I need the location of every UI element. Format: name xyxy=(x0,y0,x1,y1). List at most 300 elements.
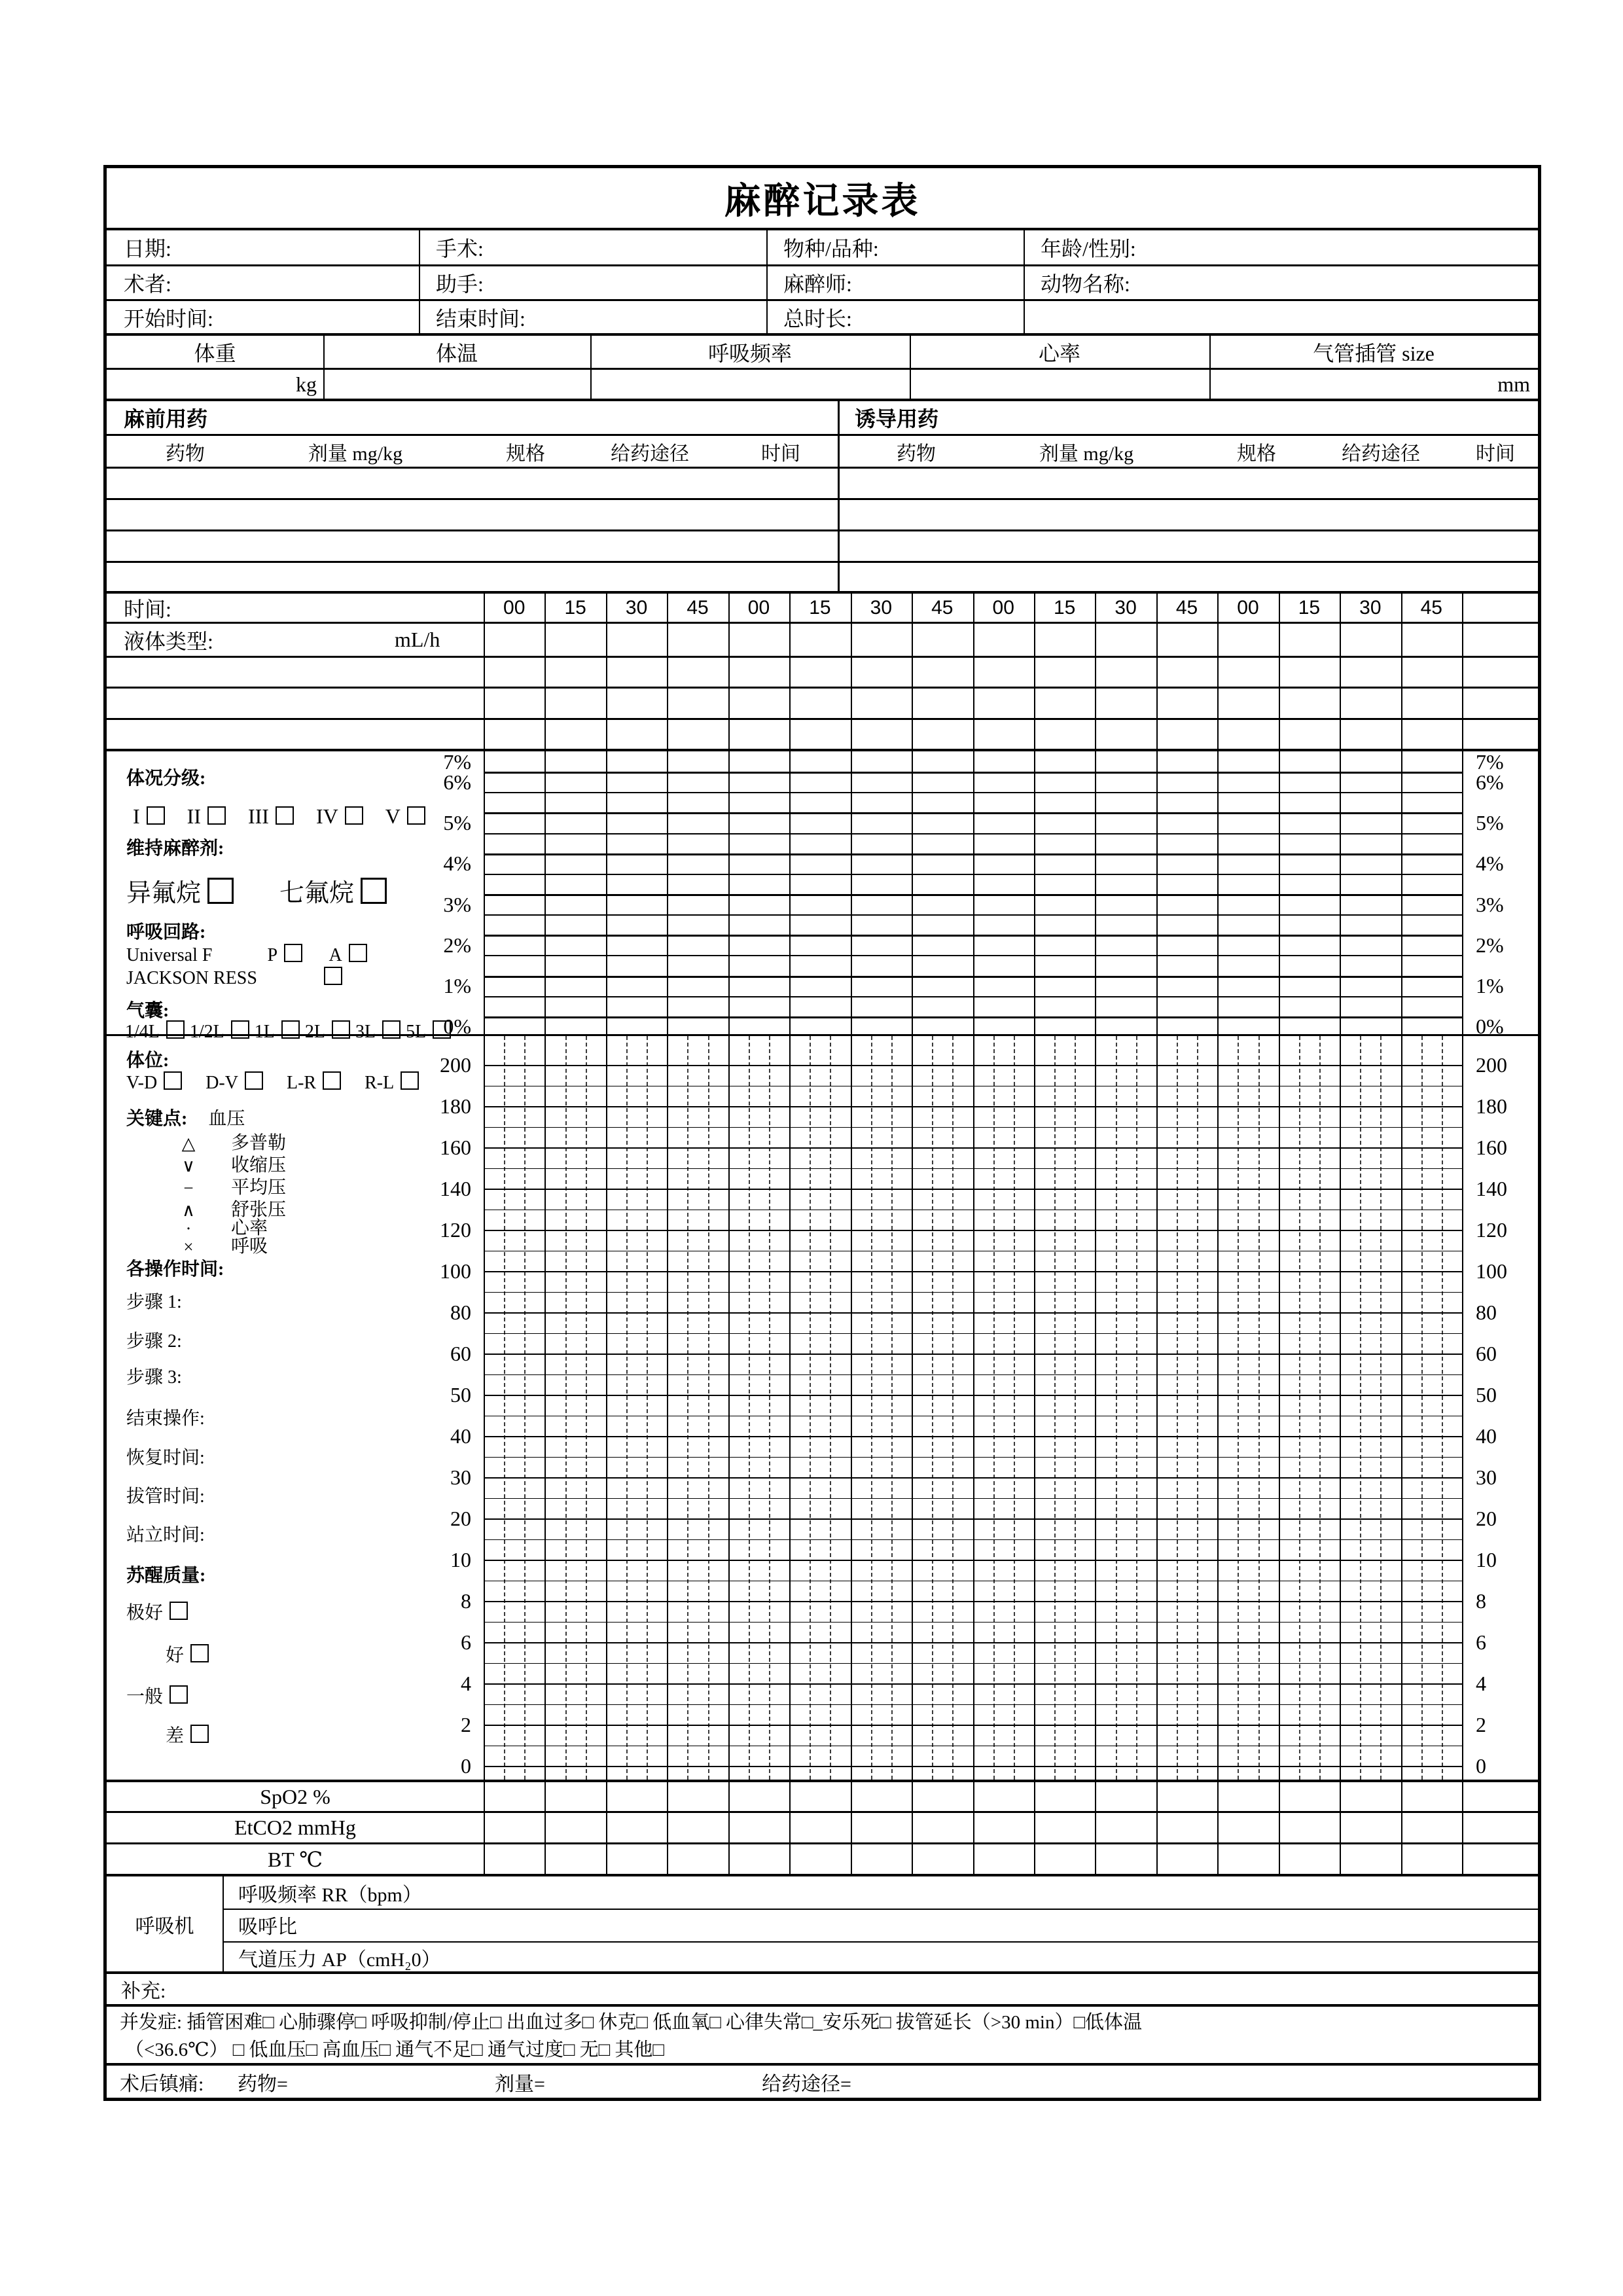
analgesia-dose-field[interactable]: 剂量= xyxy=(495,2073,545,2095)
percent-grid-row-line xyxy=(484,955,1462,956)
bag-option-label: 5L xyxy=(406,1022,427,1042)
position-option-label: D-V xyxy=(205,1073,238,1093)
column-line xyxy=(973,720,974,749)
bag-option-label: 1/4L xyxy=(125,1022,160,1042)
analgesia-row xyxy=(107,2063,1538,2098)
column-line xyxy=(1095,720,1096,749)
value-grid-row-line xyxy=(484,1333,1462,1334)
animal-name-field[interactable]: 动物名称: xyxy=(1041,272,1130,296)
position-option-row xyxy=(126,1069,419,1098)
percent-axis-label-left: 3% xyxy=(443,892,471,916)
bag-option-checkbox[interactable] xyxy=(231,1020,249,1039)
percent-grid-row-line xyxy=(484,996,1462,997)
surgery-field[interactable]: 手术: xyxy=(436,237,484,260)
premed-col-route: 给药途径 xyxy=(611,442,689,465)
bag-option-checkbox[interactable] xyxy=(166,1020,185,1039)
column-line xyxy=(1340,689,1341,718)
column-line xyxy=(728,1782,730,1811)
value-axis-label-left: 50 xyxy=(450,1383,471,1407)
op-time-field[interactable]: 恢复时间: xyxy=(126,1448,205,1468)
percent-axis-label-right: 7% xyxy=(1476,749,1504,774)
percent-axis-label-right: 4% xyxy=(1476,852,1504,876)
recovery-option-checkbox[interactable] xyxy=(190,1644,209,1662)
recovery-option-checkbox[interactable] xyxy=(169,1685,188,1704)
position-label: 体位: xyxy=(126,1050,169,1071)
op-time-field[interactable]: 步骤 2: xyxy=(126,1331,182,1352)
percent-grid-row-line xyxy=(484,976,1462,978)
column-line xyxy=(544,624,546,656)
bag-option-checkbox[interactable] xyxy=(382,1020,401,1039)
column-line xyxy=(912,720,913,749)
circuit-universal-label: Universal F xyxy=(126,945,213,965)
percent-grid-column-line xyxy=(728,751,730,1034)
value-grid-row-line xyxy=(484,1127,1462,1128)
column-line xyxy=(1462,1782,1463,1811)
value-grid-row-line xyxy=(484,1766,1462,1767)
column-line xyxy=(1340,1782,1341,1811)
value-grid-row-line xyxy=(484,1498,1462,1499)
value-axis-label-left: 60 xyxy=(450,1342,471,1365)
recovery-label: 苏醒质量: xyxy=(126,1566,206,1586)
anesthesia-form xyxy=(103,165,1541,2101)
percent-grid-column-line xyxy=(544,751,546,1034)
bag-option-row xyxy=(125,1018,451,1047)
percent-grid-row-line xyxy=(484,812,1462,814)
bag-option-label: 1L xyxy=(254,1022,275,1042)
column-line xyxy=(606,658,607,687)
column-line xyxy=(484,1782,485,1811)
condition-grade-checkbox[interactable] xyxy=(207,806,226,825)
percent-axis-label-right: 2% xyxy=(1476,933,1504,957)
column-line xyxy=(1156,658,1158,687)
time-tick: 30 xyxy=(870,596,893,619)
keypoints-label: 关键点: xyxy=(126,1109,188,1129)
column-line xyxy=(973,689,974,718)
time-tick: 00 xyxy=(992,596,1014,619)
time-tick: 00 xyxy=(503,596,526,619)
condition-grade-checkbox[interactable] xyxy=(276,806,294,825)
column-line xyxy=(1279,658,1280,687)
column-line xyxy=(1156,689,1158,718)
time-tick: 00 xyxy=(747,596,770,619)
fluid-unit: mL/h xyxy=(395,628,440,651)
induction-col-drug: 药物 xyxy=(897,442,936,465)
value-axis-label-left: 100 xyxy=(440,1259,471,1283)
position-option-checkbox[interactable] xyxy=(245,1071,263,1090)
column-line xyxy=(1217,1782,1219,1811)
etco2-row[interactable] xyxy=(107,1811,1538,1842)
column-line xyxy=(1279,1813,1280,1842)
percent-grid-row-line xyxy=(484,833,1462,834)
percent-axis-label-left: 1% xyxy=(443,974,471,998)
value-grid-row-line xyxy=(484,1683,1462,1685)
percent-grid-row-line xyxy=(484,894,1462,896)
position-option-checkbox[interactable] xyxy=(401,1071,419,1090)
position-option-label: V-D xyxy=(126,1073,158,1093)
column-line xyxy=(1156,1782,1158,1811)
species-field[interactable]: 物种/品种: xyxy=(783,237,879,260)
premed-col-dose: 剂量 mg/kg xyxy=(308,442,403,465)
bt-row[interactable] xyxy=(107,1842,1538,1874)
column-line xyxy=(1340,720,1341,749)
column-line xyxy=(1095,658,1096,687)
column-line xyxy=(667,720,668,749)
recovery-option-checkbox[interactable] xyxy=(190,1725,209,1743)
column-line xyxy=(1279,689,1280,718)
time-tick: 45 xyxy=(1175,596,1198,619)
column-line xyxy=(1156,720,1158,749)
percent-grid-column-line xyxy=(1401,751,1402,1034)
value-axis-label-right: 6 xyxy=(1476,1630,1486,1654)
keypoint-symbol: − xyxy=(183,1178,194,1198)
column-line xyxy=(1217,624,1219,656)
column-line xyxy=(1095,624,1096,656)
supplement-label: 补充: xyxy=(121,1981,166,2002)
column-line xyxy=(1401,689,1402,718)
value-grid-row-line xyxy=(484,1560,1462,1561)
value-grid-row-line xyxy=(484,1189,1462,1190)
value-grid-row-line xyxy=(484,1518,1462,1520)
column-line xyxy=(1340,624,1341,656)
column-line xyxy=(851,720,852,749)
date-field[interactable]: 日期: xyxy=(124,237,171,260)
condition-grade-checkbox[interactable] xyxy=(147,806,165,825)
column-line xyxy=(484,1844,485,1874)
time-tick: 30 xyxy=(625,596,648,619)
circuit-label: 呼吸回路: xyxy=(126,922,206,942)
keypoint-symbol: · xyxy=(185,1219,192,1238)
maintenance-label: 维持麻醉剂: xyxy=(126,838,224,859)
value-axis-label-right: 30 xyxy=(1476,1465,1497,1489)
condition-grade-label: V xyxy=(385,804,401,828)
maintenance-agent-checkbox[interactable] xyxy=(361,878,387,904)
fluid-label: 液体类型: xyxy=(124,629,213,653)
bag-option-checkbox[interactable] xyxy=(332,1020,350,1039)
op-time-field[interactable]: 步骤 1: xyxy=(126,1292,182,1312)
ventilator-label: 呼吸机 xyxy=(135,1915,194,1937)
column-line xyxy=(912,1782,913,1811)
column-line xyxy=(606,1782,607,1811)
bag-option-checkbox[interactable] xyxy=(281,1020,300,1039)
bag-option-checkbox[interactable] xyxy=(433,1020,451,1039)
column-line xyxy=(851,658,852,687)
spo2-label: SpO2 % xyxy=(260,1784,330,1808)
value-axis-label-right: 2 xyxy=(1476,1713,1486,1736)
recovery-option-checkbox[interactable] xyxy=(169,1602,188,1620)
circuit-a-checkbox[interactable] xyxy=(349,944,367,962)
value-axis-label-right: 200 xyxy=(1476,1053,1507,1077)
column-line xyxy=(973,1782,974,1811)
column-line xyxy=(1462,658,1463,687)
column-line xyxy=(1401,1782,1402,1811)
value-grid-row-line xyxy=(484,1642,1462,1643)
value-grid-row-line xyxy=(484,1312,1462,1314)
value-grid-row-line xyxy=(484,1622,1462,1623)
maintenance-agent-checkbox[interactable] xyxy=(207,878,234,904)
column-line xyxy=(1340,658,1341,687)
condition-grade-label: III xyxy=(247,804,269,828)
column-line xyxy=(1156,624,1158,656)
vent-ap-label: 气道压力 AP（cmH₂0） xyxy=(238,1949,441,1971)
column-line xyxy=(1156,1844,1158,1874)
page-title: 麻醉记录表 xyxy=(724,181,921,222)
column-line xyxy=(912,1813,913,1842)
column-line xyxy=(544,658,546,687)
column-line xyxy=(1401,1813,1402,1842)
column-line xyxy=(1095,689,1096,718)
keypoint-label: 呼吸 xyxy=(231,1236,268,1257)
premed-col-time: 时间 xyxy=(761,442,800,465)
value-grid-column-line xyxy=(1462,1036,1463,1780)
induction-col-route: 给药途径 xyxy=(1342,442,1420,465)
column-line xyxy=(912,658,913,687)
premed-title: 麻前用药 xyxy=(124,407,208,431)
column-line xyxy=(1034,689,1035,718)
percent-grid-column-line xyxy=(1279,751,1280,1034)
percent-grid-row-line xyxy=(484,853,1462,855)
column-line xyxy=(973,658,974,687)
column-line xyxy=(728,624,730,656)
induction-col-dose: 剂量 mg/kg xyxy=(1039,442,1134,465)
column-line xyxy=(1462,720,1463,749)
percent-grid-column-line xyxy=(667,751,668,1034)
recovery-option-row xyxy=(166,1641,209,1670)
value-grid-row-line xyxy=(484,1436,1462,1437)
percent-axis-label-right: 5% xyxy=(1476,811,1504,834)
complications-row xyxy=(107,2004,1538,2063)
assistant-field[interactable]: 助手: xyxy=(436,272,484,296)
percent-axis-label-left: 5% xyxy=(443,811,471,834)
value-axis-label-left: 80 xyxy=(450,1300,471,1324)
tube-unit: mm xyxy=(1497,372,1530,396)
column-line xyxy=(851,1813,852,1842)
weight-unit: kg xyxy=(296,372,317,396)
value-axis-label-left: 0 xyxy=(461,1754,471,1778)
column-line xyxy=(1401,658,1402,687)
column-line xyxy=(484,658,485,687)
etco2-label: EtCO2 mmHg xyxy=(234,1816,356,1839)
percent-axis-label-left: 4% xyxy=(443,852,471,876)
value-grid-row-line xyxy=(484,1106,1462,1107)
percent-grid-column-line xyxy=(789,751,791,1034)
age-sex-field[interactable]: 年龄/性别: xyxy=(1041,237,1136,260)
column-line xyxy=(789,1844,791,1874)
column-line xyxy=(728,1813,730,1842)
bag-label: 气囊: xyxy=(126,1001,169,1021)
value-axis-label-left: 180 xyxy=(440,1094,471,1118)
value-axis-label-right: 20 xyxy=(1476,1507,1497,1530)
value-axis-label-left: 6 xyxy=(461,1630,471,1654)
position-option-checkbox[interactable] xyxy=(164,1071,182,1090)
column-line xyxy=(1034,624,1035,656)
column-line xyxy=(1279,1844,1280,1874)
value-axis-label-left: 4 xyxy=(461,1672,471,1695)
column-line xyxy=(728,720,730,749)
value-axis-label-right: 0 xyxy=(1476,1754,1486,1778)
value-grid-row-line xyxy=(484,1292,1462,1293)
op-time-field[interactable]: 步骤 3: xyxy=(126,1367,182,1388)
value-axis-label-left: 140 xyxy=(440,1177,471,1200)
circuit-p-label: P xyxy=(267,945,278,965)
condition-grade-checkbox[interactable] xyxy=(407,806,425,825)
value-axis-label-right: 10 xyxy=(1476,1548,1497,1571)
weight-header: 体重 xyxy=(194,341,236,365)
condition-label: 体况分级: xyxy=(126,768,206,789)
analgesia-route-field[interactable]: 给药途径= xyxy=(762,2073,851,2095)
circuit-p-checkbox[interactable] xyxy=(284,944,302,962)
surgeon-field[interactable]: 术者: xyxy=(124,272,171,296)
time-tick: 15 xyxy=(1298,596,1321,619)
column-line xyxy=(1217,1813,1219,1842)
premed-col-drug: 药物 xyxy=(166,442,205,465)
column-line xyxy=(667,658,668,687)
circuit-a-label: A xyxy=(329,945,342,965)
supplement-row[interactable] xyxy=(107,1971,1538,2004)
column-line xyxy=(1462,1813,1463,1842)
value-axis-label-right: 120 xyxy=(1476,1218,1507,1242)
time-label: 时间: xyxy=(124,597,171,621)
percent-grid-row-line xyxy=(484,792,1462,793)
column-line xyxy=(606,624,607,656)
column-line xyxy=(1095,1844,1096,1874)
column-line xyxy=(544,1844,546,1874)
column-line xyxy=(544,689,546,718)
keypoint-label: 收缩压 xyxy=(231,1155,287,1175)
value-axis-label-right: 40 xyxy=(1476,1424,1497,1448)
percent-grid-row-line xyxy=(484,914,1462,916)
column-line xyxy=(1340,1844,1341,1874)
recovery-option-row xyxy=(126,1599,188,1628)
vent-ie-label: 吸呼比 xyxy=(238,1916,297,1938)
percent-axis-label-right: 3% xyxy=(1476,892,1504,916)
value-grid-row-line xyxy=(484,1168,1462,1169)
spo2-row[interactable] xyxy=(107,1780,1538,1811)
keypoint-label: 平均压 xyxy=(231,1177,287,1198)
vent-rr-label: 呼吸频率 RR（bpm） xyxy=(238,1884,422,1906)
column-line xyxy=(1034,1782,1035,1811)
anesthetist-field[interactable]: 麻醉师: xyxy=(783,272,852,296)
complications-line1[interactable]: 并发症: 插管困难□ 心肺骤停□ 呼吸抑制/停止□ 出血过多□ 休克□ 低血氧□ 心律失常□_安乐死□ 拔管延长（>30 min）□低体温 xyxy=(120,2012,1142,2033)
induction-col-time: 时间 xyxy=(1476,442,1515,465)
value-grid-row-line xyxy=(484,1704,1462,1705)
column-line xyxy=(667,1782,668,1811)
percent-axis-label-left: 6% xyxy=(443,770,471,794)
column-line xyxy=(973,1844,974,1874)
value-axis-label-left: 30 xyxy=(450,1465,471,1489)
position-option-checkbox[interactable] xyxy=(323,1071,341,1090)
percent-grid-column-line xyxy=(1340,751,1341,1034)
value-grid-row-line xyxy=(484,1663,1462,1664)
column-line xyxy=(912,1844,913,1874)
op-time-field[interactable]: 结束操作: xyxy=(126,1408,205,1429)
maintenance-agent-label: 七氟烷 xyxy=(279,880,355,907)
column-line xyxy=(789,624,791,656)
condition-grade-checkbox[interactable] xyxy=(345,806,363,825)
condition-grade-label: I xyxy=(133,804,140,828)
keypoint-label: 舒张压 xyxy=(231,1200,287,1220)
percent-grid-column-line xyxy=(606,751,607,1034)
column-line xyxy=(484,1813,485,1842)
column-line xyxy=(606,1813,607,1842)
column-line xyxy=(789,689,791,718)
column-line xyxy=(1462,689,1463,718)
keypoints-row xyxy=(126,1105,245,1134)
op-time-field[interactable]: 拔管时间: xyxy=(126,1486,205,1507)
column-line xyxy=(667,1813,668,1842)
column-line xyxy=(1462,594,1463,622)
column-line xyxy=(973,1813,974,1842)
percent-grid-column-line xyxy=(1034,751,1035,1034)
time-tick: 45 xyxy=(931,596,954,619)
column-line xyxy=(667,689,668,718)
recovery-option-label: 一般 xyxy=(126,1687,164,1707)
column-line xyxy=(544,720,546,749)
value-axis-label-right: 4 xyxy=(1476,1672,1486,1695)
column-line xyxy=(1401,720,1402,749)
value-axis-label-left: 40 xyxy=(450,1424,471,1448)
percent-grid-column-line xyxy=(851,751,852,1034)
value-grid-row-line xyxy=(484,1457,1462,1458)
maintenance-agent-row xyxy=(126,878,387,909)
op-time-field[interactable]: 站立时间: xyxy=(126,1525,205,1545)
time-tick: 00 xyxy=(1237,596,1259,619)
column-line xyxy=(1279,1782,1280,1811)
temperature-header: 体温 xyxy=(435,341,478,365)
column-line xyxy=(544,1782,546,1811)
time-tick: 15 xyxy=(809,596,831,619)
percent-grid-row-line xyxy=(484,935,1462,937)
column-line xyxy=(1217,720,1219,749)
condition-grade-row xyxy=(133,800,425,832)
column-line xyxy=(1401,624,1402,656)
analgesia-drug-field[interactable]: 药物= xyxy=(238,2073,288,2095)
percent-grid-row-line xyxy=(484,874,1462,875)
left-panel xyxy=(107,168,484,1780)
column-line xyxy=(1462,624,1463,656)
recovery-option-label: 好 xyxy=(166,1645,185,1666)
value-grid-row-line xyxy=(484,1477,1462,1479)
complications-line2[interactable]: （<36.6℃） □ 低血压□ 高血压□ 通气不足□ 通气过度□ 无□ 其他□ xyxy=(125,2039,664,2060)
column-line xyxy=(789,1813,791,1842)
time-tick: 15 xyxy=(1053,596,1076,619)
time-tick: 30 xyxy=(1115,596,1137,619)
premed-col-spec: 规格 xyxy=(506,442,545,465)
column-line xyxy=(912,624,913,656)
column-line xyxy=(1034,1844,1035,1874)
analgesia-label: 术后镇痛: xyxy=(120,2073,204,2095)
column-line xyxy=(728,689,730,718)
percent-axis-label-left: 0% xyxy=(443,1014,471,1039)
column-line xyxy=(606,689,607,718)
percent-grid-column-line xyxy=(1462,751,1463,1034)
time-tick: 45 xyxy=(687,596,709,619)
percent-grid-column-line xyxy=(912,751,913,1034)
end-time-field[interactable]: 结束时间: xyxy=(436,306,526,331)
bag-option-label: 3L xyxy=(355,1022,376,1042)
circuit-jackson-checkbox[interactable] xyxy=(324,967,342,985)
start-time-field[interactable]: 开始时间: xyxy=(124,306,213,331)
column-line xyxy=(484,689,485,718)
heart-rate-header: 心率 xyxy=(1038,341,1080,365)
duration-field[interactable]: 总时长: xyxy=(783,306,852,331)
time-tick: 45 xyxy=(1420,596,1442,619)
induction-col-spec: 规格 xyxy=(1237,442,1276,465)
column-line xyxy=(973,624,974,656)
value-axis-label-left: 200 xyxy=(440,1053,471,1077)
resp-rate-header: 呼吸频率 xyxy=(707,341,792,365)
recovery-option-row xyxy=(166,1722,209,1751)
column-line xyxy=(667,1844,668,1874)
